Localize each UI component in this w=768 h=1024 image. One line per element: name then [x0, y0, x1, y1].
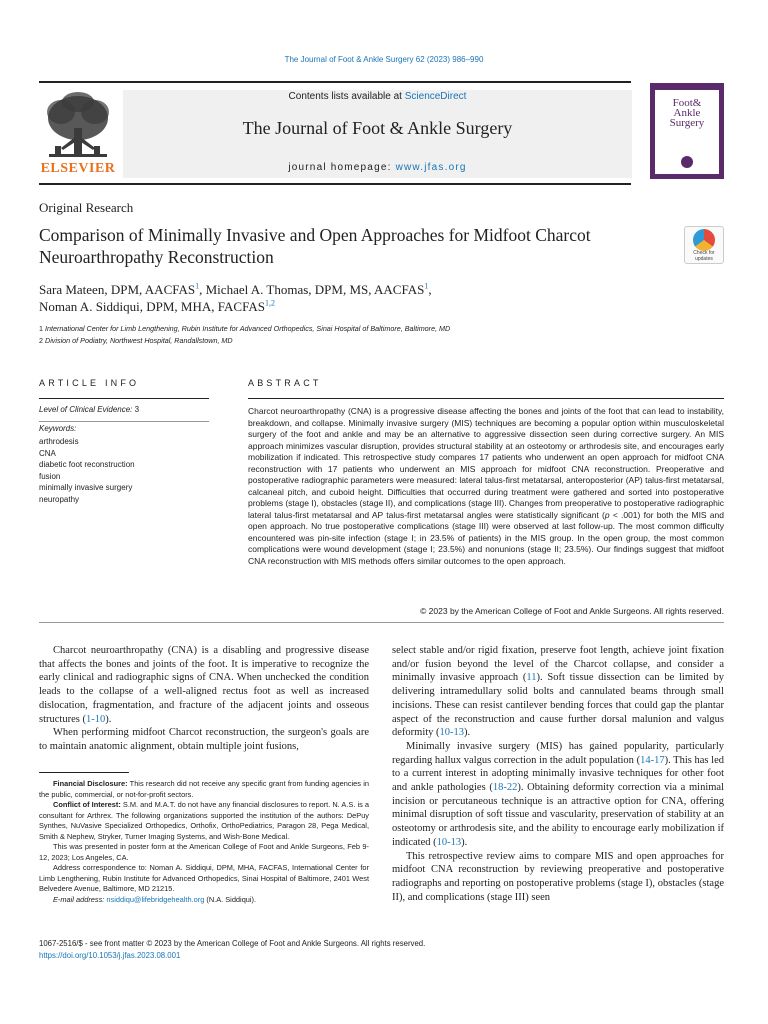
doi-link[interactable]: https://doi.org/10.1053/j.jfas.2023.08.001 — [39, 951, 181, 960]
author-affiliation-link[interactable]: 1 — [424, 281, 429, 291]
body-text: ). Obtaining deformity correction via a minimal incision or percutaneous technique is an attractive option for CNA, offering minimal disruption of soft tissue and vascularity, preservation of stability at an osteotomy or arthrodesis site, and the ability to encourage early mobilization if indicated ( — [392, 782, 724, 848]
email-link[interactable]: nsiddiqu@lifebridgehealth.org — [106, 894, 205, 904]
reference-link[interactable]: 14-17 — [640, 754, 665, 766]
abstract-text-part: < .001) for both the MIS and open approach. No true postoperative complications (stage III) were observed at last follow-up. The most common difficulty encountered was pin-site infection (stage I; in 23.5% of patients) in the MIS group. In the open group, the most common complications were wound development (stage I; 23.5%) and nonunions (stage II; 23.5%). Our findings suggest that midfoot CNA reconstruction with MIS methods offers similar outcomes to the open approach. — [248, 509, 724, 566]
body-text: ). — [464, 727, 471, 739]
abstract-text — [248, 406, 724, 567]
article-info-rule — [39, 398, 209, 399]
footnote-text: This research did not receive any specific grant from funding agencies in the public, commercial, or not-for-profit sectors. — [39, 779, 369, 799]
body-text: ). — [105, 713, 112, 725]
author-affiliation-link[interactable]: 1,2 — [264, 298, 275, 308]
abstract-heading: ABSTRACT — [248, 378, 322, 388]
footnote-address: Address correspondence to: Noman A. Siddiqui, DPM, MHA, FACFAS, International Center for Limb Lengthening, Rubin Institute for Advanced Orthopedics, Sinai Hospital of Baltimore, 2401 West Belvedere Avenue, Baltimore, MD 21215. — [39, 863, 369, 893]
keywords-list — [39, 436, 135, 505]
cover-title-line-3: Surgery — [669, 117, 705, 129]
p-value-symbol: p — [604, 509, 610, 520]
body-text: select stable and/or rigid fixation, preserve foot length, achieve joint fixation and/or fusion beyond the level of the Charcot collapse, and consider a minimally invasive approach ( — [392, 645, 724, 684]
footnote-text: S.M. and M.A.T. do not have any financial disclosures to report. N. A.S. is a consultant for Arthrex. The following organizations supported the institution of the authors: DePuy Synthes, NuVasive Specialized Orthopedics, Orthofix, OrthoPediatrics, Paragon 28, Pega Medical, Smith & Nephew, Stryker, Turner Imaging Systems, and Wish-Bone Medical. — [39, 800, 369, 841]
keyword-item: minimally invasive surgery — [39, 483, 133, 492]
body-text: ). Soft tissue dissection can be limited by delivering intramedullary solid bolts and cannulated beams through small incisions. These can resist cantilever bending forces that could gap the plantar aspect of the reconstruction and cause further dorsal malunion and valgus deformity ( — [392, 672, 724, 739]
author-name: Sara Mateen, DPM, AACFAS — [39, 282, 196, 297]
email-label: E-mail address: — [53, 894, 105, 904]
check-updates-label: Check for updates — [693, 250, 715, 262]
keyword-item: arthrodesis — [39, 437, 79, 446]
cover-title-line-1: Foot& — [672, 97, 702, 109]
body-paragraph: When performing midfoot Charcot reconstruction, the surgeon's goals are to maintain anatomic alignment, obtain multiple joint fusions, — [39, 727, 369, 752]
body-paragraph — [39, 644, 369, 726]
header-rule-top — [39, 81, 631, 83]
footnote-poster: This was presented in poster form at the American College of Foot and Ankle Surgeons, Feb 9-12, 2023; Los Angeles, CA. — [39, 842, 369, 862]
footnote-rule — [39, 772, 129, 773]
reference-link[interactable]: 18-22 — [492, 782, 518, 794]
homepage-link[interactable]: www.jfas.org — [395, 162, 467, 173]
footnotes — [39, 779, 369, 905]
keyword-item: fusion — [39, 471, 61, 481]
affiliations — [39, 323, 719, 347]
body-column-right — [392, 644, 724, 904]
footnote-conflict — [39, 800, 369, 842]
footnote-email — [39, 895, 369, 906]
affiliation-number: 2 — [39, 336, 43, 345]
abstract-rule — [248, 398, 724, 399]
reference-link[interactable]: 10-13 — [439, 727, 465, 739]
keyword-item: diabetic foot reconstruction — [39, 460, 135, 469]
affiliation-number: 1 — [39, 324, 43, 333]
email-suffix: (N.A. Siddiqui). — [204, 894, 257, 904]
body-paragraph: This retrospective review aims to compare MIS and open approaches for midfoot CNA reconstruction by reviewing preoperative and postoperative radiographs and reporting on postoperative problems (stage I), obstacles (stage II), and complications (stage III) seen — [392, 850, 724, 903]
footnote-label: Financial Disclosure: — [53, 779, 128, 788]
article-info-heading: ARTICLE INFO — [39, 378, 140, 388]
article-type: Original Research — [39, 200, 134, 215]
affiliation-text: International Center for Limb Lengthening, Rubin Institute for Advanced Orthopedics, Sinai Hospital of Baltimore, Baltimore, MD — [45, 324, 451, 333]
author-affiliation-link[interactable]: 1 — [195, 281, 200, 291]
reference-link[interactable]: 1-10 — [85, 713, 106, 725]
header-rule-bottom — [39, 183, 631, 185]
elsevier-wordmark: ELSEVIER — [40, 161, 116, 176]
author-name: Michael A. Thomas, DPM, MS, AACFAS — [205, 282, 425, 297]
reference-link[interactable]: 10-13 — [436, 836, 462, 848]
author-name: Noman A. Siddiqui, DPM, MHA, FACFAS — [39, 299, 265, 314]
body-paragraph — [392, 740, 724, 850]
cover-title-line-2: Ankle — [673, 107, 701, 119]
affiliation-text: Division of Podiatry, Northwest Hospital, Randallstown, MD — [45, 336, 233, 345]
body-text: ). — [461, 836, 468, 848]
contents-prefix: Contents lists available at — [288, 91, 402, 102]
journal-homepage-line — [123, 162, 632, 173]
homepage-prefix: journal homepage: — [288, 162, 392, 173]
journal-citation-link[interactable]: The Journal of Foot & Ankle Surgery 62 (2023) 986–990 — [284, 55, 484, 64]
issn-line: 1067-2516/$ - see front matter © 2023 by the American College of Foot and Ankle Surgeons. All rights reserved. — [39, 939, 426, 948]
body-paragraph — [392, 644, 724, 740]
level-of-evidence — [39, 405, 139, 414]
body-text: ). This has led to a current interest in adopting minimally invasive techniques for other foot and ankle pathologies ( — [392, 754, 724, 794]
abstract-copyright: © 2023 by the American College of Foot and Ankle Surgeons. All rights reserved. — [420, 606, 724, 616]
level-label: Level of Clinical Evidence: — [39, 405, 133, 414]
sciencedirect-link[interactable]: ScienceDirect — [404, 91, 467, 102]
keyword-item: CNA — [39, 448, 56, 458]
author-list: Sara Mateen, DPM, AACFAS$^1$, Michael A. Thomas, DPM, MS, AACFAS$^1$, Noman A. Siddiqui, DPM, MHA, FACFAS$^{1,2}$ — [39, 281, 432, 314]
front-matter — [39, 938, 639, 962]
abstract-text-part: Charcot neuroarthropathy (CNA) is a progressive disease affecting the bones and joints of the foot that can lead to instability, breakdown, and collapse. Minimally invasive surgery (MIS) techniques are becoming a popular option within musculoskeletal surgery of the foot and ankle and may be an alternative to aggressive dissection seen during corrective surgery. An MIS approach minimizes vascular disruption, provides structural stability at an osteotomy or arthrodesis site, and encourages early mobilization if indicated. This retrospective study compares 17 patients who underwent an open approach for midfoot CNA reconstruction with 17 patients who underwent an MIS approach for midfoot CNA reconstruction. Preoperative and postoperative radiographic parameters were measured: lateral talus-first metatarsal, anteroposterior (AP) talus-first metatarsal, calcaneal pitch, and cuboid height. Difficulties that occurred during treatment were gathered and sorted into postoperative problems (stage I), obstacles (stage II), and complications (stage III). Changes from preoperative to postoperative radiographic lateral talus-first metatarsal and AP talus-first metatarsal angles were statistically significant ( — [248, 406, 724, 520]
article-info-divider — [39, 421, 209, 422]
affiliation-item — [39, 323, 719, 335]
body-column-left — [39, 644, 369, 754]
body-text: Charcot neuroarthropathy (CNA) is a disabling and progressive disease that affects the bones and joints of the foot. It is imperative to recognize the early clinical and radiographic signs of CNA. When unchecked the condition leads to the collapse of a well-aligned rectus foot as well as increased dislocation, fragmentation, and fracture of the adjacent joints and osseous structures ( — [39, 645, 369, 725]
journal-cover-title — [655, 98, 719, 128]
contents-line — [123, 91, 632, 102]
level-value: 3 — [134, 405, 140, 414]
affiliation-item — [39, 335, 719, 347]
reference-link[interactable]: 11 — [526, 672, 537, 684]
abstract-bottom-rule — [39, 622, 724, 623]
keyword-item: neuropathy — [39, 494, 80, 504]
footnote-financial — [39, 779, 369, 800]
journal-title: The Journal of Foot & Ankle Surgery — [242, 118, 513, 138]
footnote-label: Conflict of Interest: — [53, 800, 121, 809]
cover-emblem-icon — [681, 156, 693, 168]
article-title: Comparison of Minimally Invasive and Open Approaches for Midfoot Charcot Neuroarthropathy Reconstruction — [39, 225, 591, 267]
keywords-label: Keywords: — [39, 424, 77, 433]
check-updates-icon — [693, 229, 715, 251]
body-text: Minimally invasive surgery (MIS) has gained popularity, particularly regarding hallux valgus correction in the adult population ( — [392, 740, 724, 766]
